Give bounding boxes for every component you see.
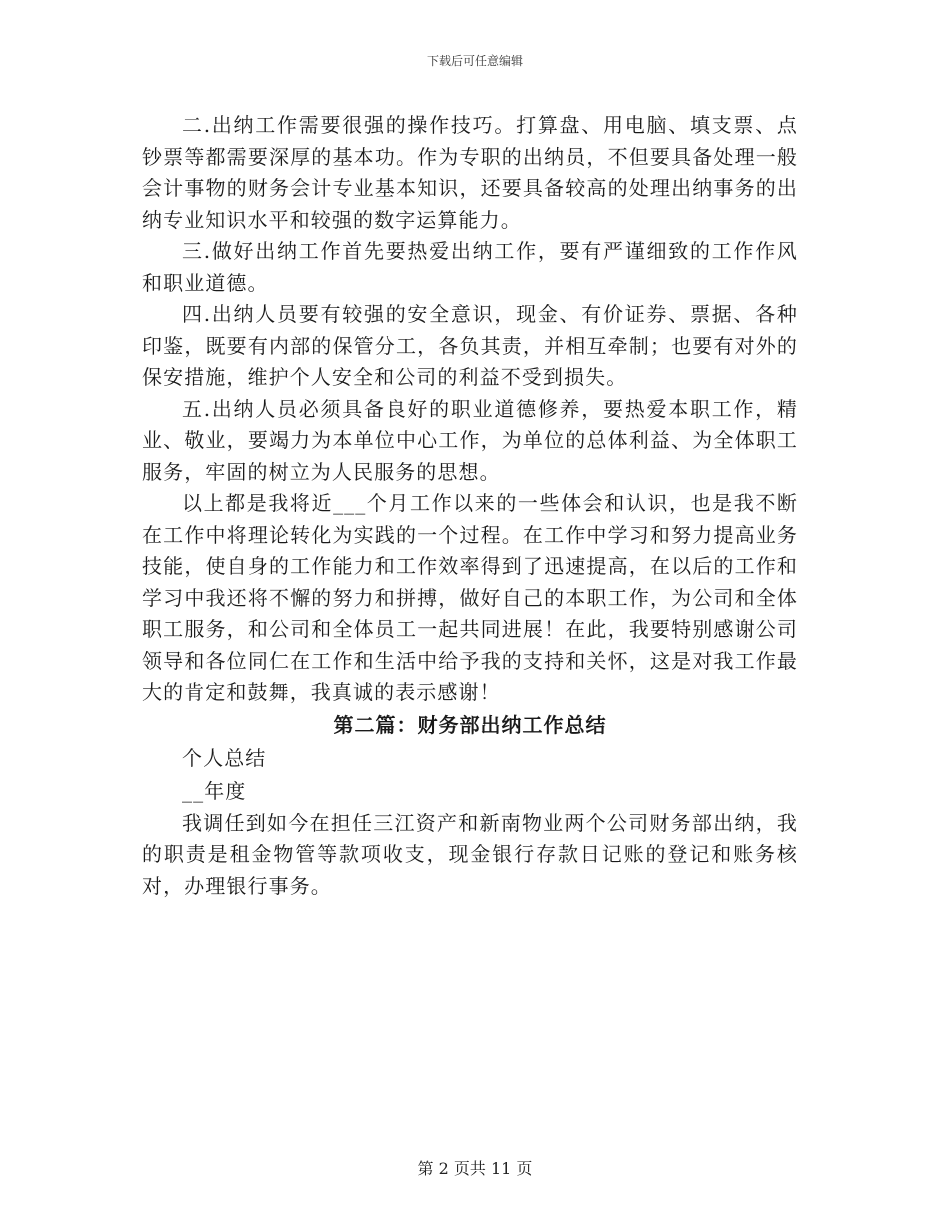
paragraph-summary: 以上都是我将近___个月工作以来的一些体会和认识，也是我不断在工作中将理论转化为实践的一个过程。在工作中学习和努力提高业务技能，使自身的工作能力和工作效率得到了迅速提高，在以后的工作和学习中我还将不懈的努力和拼搏，做好自己的本职工作，为公司和全体职工服务，和公司和全体员工一起共同进展！在此，我要特别感谢公司领导和各位同仁在工作和生活中给予我的支持和关怀，这是对我工作最大的肯定和鼓舞，我真诚的表示感谢！ xyxy=(142,491,798,704)
year-line: __年度 xyxy=(182,778,247,803)
paragraph-two: 二.出纳工作需要很强的操作技巧。打算盘、用电脑、填支票、点钞票等都需要深厚的基本功。作为专职的出纳员，不但要具备处理一般会计事物的财务会计专业基本知识，还要具备较高的处理出纳事务的出纳专业知识水平和较强的数字运算能力。 xyxy=(142,113,798,232)
section-subtitle: 个人总结 xyxy=(182,745,267,770)
paragraph-intro: 我调任到如今在担任三江资产和新南物业两个公司财务部出纳，我的职责是租金物管等款项收支，现金银行存款日记账的登记和账务核对，办理银行事务。 xyxy=(142,810,798,898)
page-header: 下载后可任意编辑 xyxy=(426,54,523,68)
document-body xyxy=(142,110,798,902)
paragraph-four: 四.出纳人员要有较强的安全意识，现金、有价证券、票据、各种印鉴，既要有内部的保管分工，各负其责，并相互牵制；也要有对外的保安措施，维护个人安全和公司的利益不受到损失。 xyxy=(142,302,798,389)
paragraph-five: 五.出纳人员必须具备良好的职业道德修养，要热爱本职工作，精业、敬业，要竭力为本单位中心工作，为单位的总体利益、为全体职工服务，牢固的树立为人民服务的思想。 xyxy=(142,396,798,484)
paragraph-three: 三.做好出纳工作首先要热爱出纳工作，要有严谨细致的工作作风和职业道德。 xyxy=(142,239,798,295)
section-heading: 第二篇：财务部出纳工作总结 xyxy=(333,712,607,737)
page-footer: 第 2 页共 11 页 xyxy=(417,1159,533,1178)
